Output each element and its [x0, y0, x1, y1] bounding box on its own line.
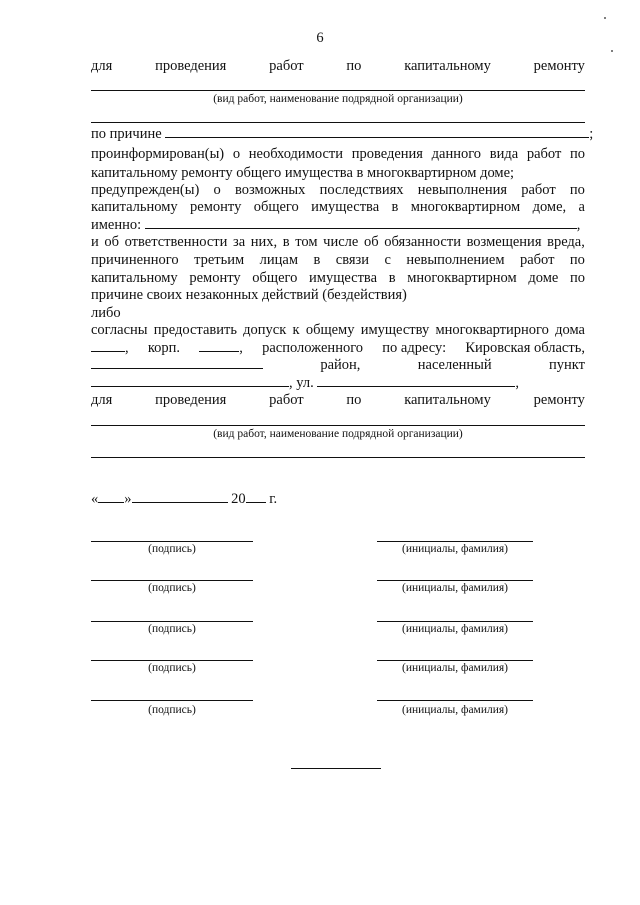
namely-label: именно:	[91, 217, 142, 233]
word: многоквартирном	[407, 270, 517, 286]
punct: ;	[589, 126, 594, 142]
word: работ	[526, 146, 562, 162]
name-caption: (инициалы, фамилия)	[401, 623, 509, 635]
word: в	[282, 234, 290, 250]
word: по	[569, 270, 585, 286]
word: работ	[519, 252, 555, 268]
word: обязанности	[384, 234, 461, 250]
region: Кировская область,	[465, 340, 585, 356]
or-word: либо	[91, 305, 121, 321]
date-line	[91, 490, 277, 509]
word: имущества	[311, 199, 380, 215]
word: возмещения	[466, 234, 542, 250]
fill-line	[91, 425, 585, 426]
purpose-line-2	[91, 391, 585, 410]
signature-caption: (подпись)	[148, 623, 196, 635]
scan-speck	[611, 50, 613, 52]
corp-field: ,	[199, 339, 243, 358]
word: общего	[252, 270, 298, 286]
word: по	[346, 392, 362, 408]
word: лицам	[259, 252, 298, 268]
word: невыполнения	[417, 182, 508, 198]
word: них,	[250, 234, 278, 250]
informed-line-1	[91, 145, 585, 164]
punct: ,	[576, 217, 581, 233]
address-by: по адресу:	[382, 340, 447, 356]
word: многоквартирном	[410, 199, 521, 215]
signature-caption: (подпись)	[148, 582, 196, 594]
name-line	[377, 660, 533, 661]
informed-line-2: капитальному ремонту общего имущества в многоквартирном доме;	[91, 165, 515, 181]
name-caption: (инициалы, фамилия)	[401, 704, 509, 716]
work-type-caption: (вид работ, наименование подрядной организации)	[213, 93, 463, 105]
signature-line	[91, 580, 253, 581]
word: капитальному	[404, 392, 491, 408]
resp-line-2	[91, 251, 585, 270]
word: о	[232, 146, 241, 162]
open-quote: «	[91, 491, 99, 507]
settlement: населенный	[417, 357, 492, 373]
word: работ	[521, 182, 556, 198]
word: имуществу	[360, 322, 430, 338]
word: в	[313, 252, 321, 268]
word: проведения	[351, 146, 423, 162]
work-type-caption: (вид работ, наименование подрядной организации)	[213, 428, 463, 440]
word: доме,	[532, 199, 567, 215]
word: ремонту	[533, 58, 585, 74]
word: ремонту	[533, 392, 585, 408]
fill-line	[91, 457, 585, 458]
word: по	[569, 146, 585, 162]
word: к	[292, 322, 300, 338]
year-prefix: 20	[231, 491, 246, 507]
closing-divider	[291, 768, 381, 769]
word: для	[91, 392, 113, 408]
word: по	[569, 182, 585, 198]
year-suffix: г.	[269, 491, 278, 507]
word: вреда,	[547, 234, 585, 250]
word: предупрежден(ы)	[91, 182, 200, 198]
word: капитальному	[91, 270, 178, 286]
word: ответственности	[124, 234, 228, 250]
purpose-line-1	[91, 57, 585, 76]
word: в	[391, 199, 399, 215]
district: район,	[320, 357, 361, 373]
word: общего	[253, 199, 299, 215]
word: числе	[323, 234, 359, 250]
name-line	[377, 700, 533, 701]
fill-line	[145, 216, 577, 229]
word: проведения	[155, 392, 227, 408]
word: в	[388, 270, 396, 286]
day-field	[98, 490, 124, 503]
word: общему	[305, 322, 355, 338]
point: пункт	[549, 357, 585, 373]
signature-line	[91, 700, 253, 701]
word: имущества	[309, 270, 378, 286]
word: дома	[555, 322, 585, 338]
warned-line-2	[91, 198, 585, 217]
name-caption: (инициалы, фамилия)	[401, 662, 509, 674]
close-quote: »	[124, 491, 132, 507]
word: ремонту	[190, 199, 242, 215]
signature-caption: (подпись)	[148, 662, 196, 674]
resp-line-4: причине своих незаконных действий (бездействия)	[91, 287, 407, 303]
word: последствиях	[319, 182, 404, 198]
word: работ	[269, 392, 304, 408]
name-caption: (инициалы, фамилия)	[401, 582, 509, 594]
word: предоставить	[153, 322, 237, 338]
scan-speck	[604, 17, 606, 19]
word: многоквартирного	[435, 322, 549, 338]
corp-label: корп.	[147, 340, 181, 356]
fill-line	[91, 356, 263, 369]
word: проведения	[155, 58, 227, 74]
signature-caption: (подпись)	[148, 704, 196, 716]
word: и	[91, 234, 99, 250]
signature-line	[91, 621, 253, 622]
punct: ,	[515, 375, 519, 391]
fill-line	[91, 122, 585, 123]
located-label: расположенного	[262, 340, 364, 356]
reason-label: по причине	[91, 126, 162, 142]
fill-line	[317, 374, 515, 387]
word: об	[104, 234, 120, 250]
name-caption: (инициалы, фамилия)	[401, 543, 509, 555]
agree-line-1	[91, 321, 585, 340]
word: капитальному	[91, 199, 178, 215]
word: проинформирован(ы)	[91, 146, 225, 162]
resp-line-1	[91, 233, 585, 252]
signature-line	[91, 541, 253, 542]
word: ремонту	[189, 270, 241, 286]
name-line	[377, 541, 533, 542]
word: а	[578, 199, 585, 215]
reason-line	[91, 125, 594, 144]
signature-line	[91, 660, 253, 661]
fill-line	[91, 90, 585, 91]
fill-line	[165, 125, 589, 138]
name-line	[377, 621, 533, 622]
word: капитальному	[404, 58, 491, 74]
street-label: , ул.	[289, 375, 314, 391]
word: с	[384, 252, 391, 268]
word: допуск	[243, 322, 287, 338]
word: по	[569, 252, 585, 268]
word: невыполнением	[406, 252, 505, 268]
word: согласны	[91, 322, 148, 338]
word: данного	[431, 146, 482, 162]
word: возможных	[235, 182, 306, 198]
word: причиненного	[91, 252, 179, 268]
word: работ	[269, 58, 304, 74]
word: об	[363, 234, 379, 250]
word: необходимости	[248, 146, 344, 162]
word: доме	[528, 270, 559, 286]
word: по	[346, 58, 362, 74]
word: для	[91, 58, 113, 74]
word: связи	[335, 252, 370, 268]
page-number: 6	[316, 30, 324, 46]
word: за	[232, 234, 246, 250]
word: том	[295, 234, 318, 250]
address-line-2	[91, 356, 585, 375]
fill-line	[199, 339, 239, 352]
word: вида	[489, 146, 519, 162]
word: о	[213, 182, 221, 198]
year-field	[246, 490, 266, 503]
fill-line	[91, 339, 125, 352]
fill-line	[91, 374, 289, 387]
house-field: ,	[91, 339, 129, 358]
signature-caption: (подпись)	[148, 543, 196, 555]
month-field	[132, 490, 228, 503]
word: третьим	[194, 252, 245, 268]
name-line	[377, 580, 533, 581]
